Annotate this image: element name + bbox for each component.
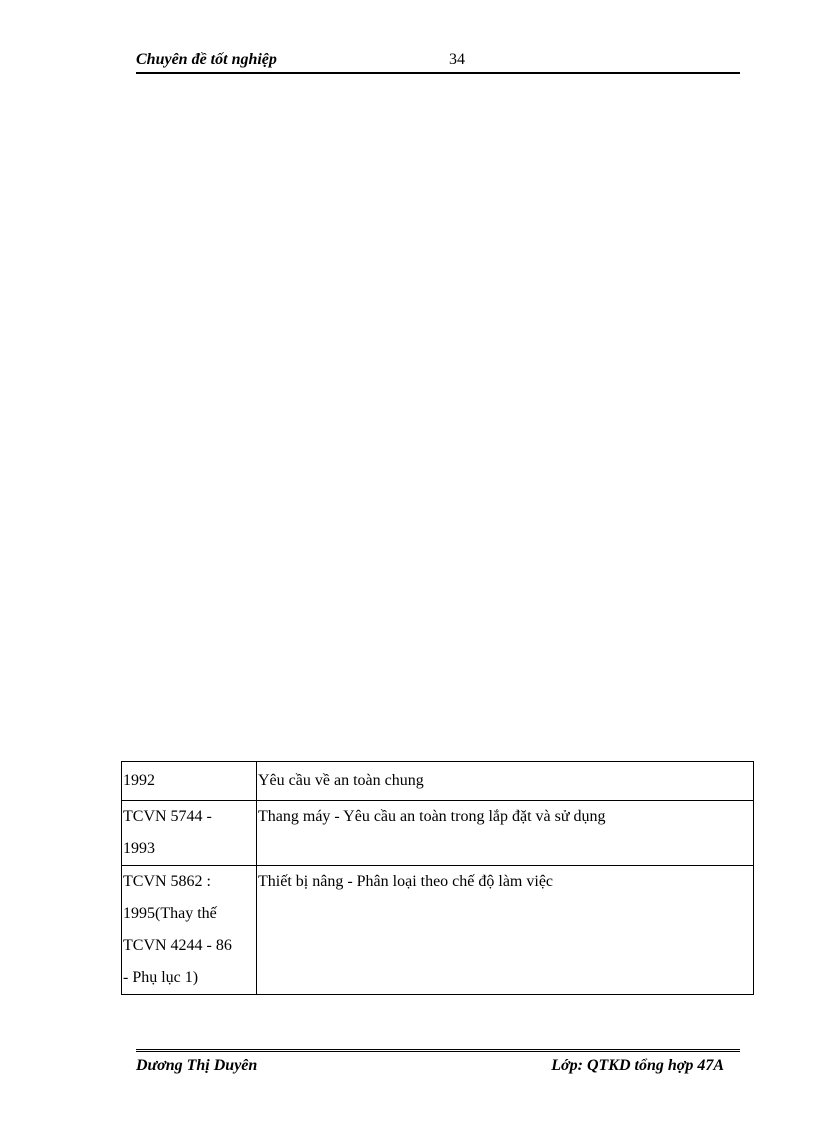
standard-description: Yêu cầu về an toàn chung	[258, 772, 424, 789]
footer-class-label: Lớp: QTKD tổng hợp 47A	[551, 1057, 724, 1074]
standard-code-line: 1993	[123, 840, 155, 857]
standard-description-cell	[257, 762, 754, 801]
standard-code-cell	[122, 762, 257, 801]
page-header	[136, 50, 740, 74]
table-row	[122, 762, 754, 801]
header-title: Chuyên đề tốt nghiệp	[136, 51, 277, 68]
standard-code-cell	[122, 866, 257, 995]
standard-description-cell	[257, 866, 754, 995]
standard-code-cell	[122, 801, 257, 866]
standard-code-line: - Phụ lục 1)	[123, 969, 199, 986]
standard-description-cell	[257, 801, 754, 866]
table-row	[122, 866, 754, 995]
standard-description: Thiết bị nâng - Phân loại theo chế độ làm việc	[258, 873, 554, 890]
page-footer	[136, 1049, 740, 1082]
table-row	[122, 801, 754, 866]
standard-code-line: 1995(Thay thế	[123, 905, 217, 922]
standard-code-line: TCVN 5862 :	[123, 873, 211, 890]
standard-code-line: TCVN 4244 - 86	[123, 937, 232, 954]
standard-code-line: TCVN 5744 -	[123, 808, 212, 825]
page-number: 34	[449, 51, 465, 68]
standard-code-line: 1992	[123, 772, 155, 789]
standards-table	[121, 761, 754, 995]
footer-author: Dương Thị Duyên	[136, 1057, 258, 1074]
standard-description: Thang máy - Yêu cầu an toàn trong lắp đặt và sử dụng	[258, 808, 606, 825]
